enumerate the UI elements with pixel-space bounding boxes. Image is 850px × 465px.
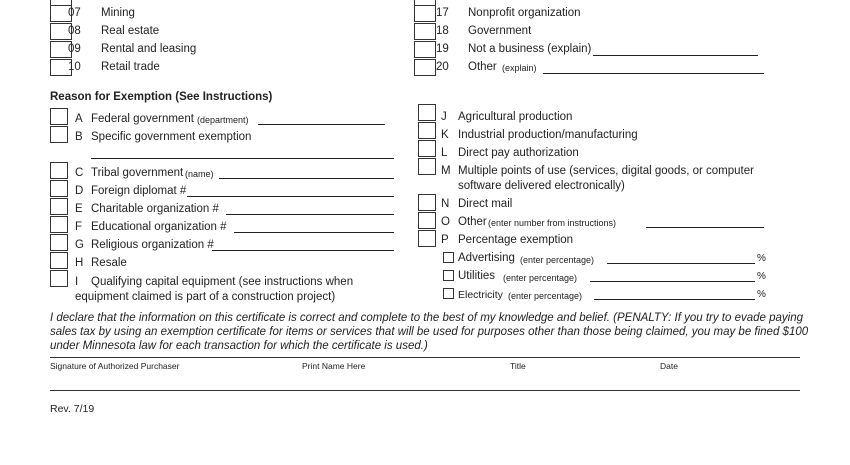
checkbox-reason-h[interactable] — [50, 252, 68, 269]
checkbox-reason-b[interactable] — [50, 126, 68, 143]
item-label-mining: Mining — [101, 7, 135, 19]
checkbox-reason-d[interactable] — [50, 180, 68, 197]
checkbox-18[interactable] — [414, 23, 436, 40]
item-number-07: 07 — [68, 7, 81, 19]
checkbox-advertising[interactable] — [443, 252, 454, 263]
item-number-09: 09 — [68, 43, 81, 55]
reason-label-industrial: Industrial production/manufacturing — [458, 129, 638, 141]
sub-note-electricity: (enter percentage) — [508, 291, 583, 301]
reason-label-diplomat: Foreign diplomat # — [91, 185, 187, 197]
reason-letter-h: H — [75, 257, 84, 269]
sub-label-advertising: Advertising — [458, 252, 515, 264]
title-label: Title — [510, 361, 526, 371]
reason-letter-o: O — [441, 216, 450, 228]
reason-letter-k: K — [441, 129, 449, 141]
reason-note-enter-number: (enter number from instructions) — [488, 218, 617, 228]
checkbox-reason-c[interactable] — [50, 162, 68, 179]
checkbox-19[interactable] — [414, 41, 436, 58]
item-note-other-explain: (explain) — [502, 63, 537, 73]
reason-label-agricultural: Agricultural production — [458, 111, 573, 123]
signature-field-line[interactable] — [50, 390, 800, 391]
sub-note-advertising: (enter percentage) — [520, 255, 595, 265]
utilities-percent-sign: % — [757, 271, 766, 282]
item-number-19: 19 — [436, 43, 449, 55]
item-number-20: 20 — [436, 61, 449, 73]
checkbox-reason-n[interactable] — [418, 194, 436, 211]
checkbox-reason-p[interactable] — [418, 230, 436, 247]
reason-note-name: (name) — [185, 169, 214, 179]
checkbox-reason-e[interactable] — [50, 198, 68, 215]
reason-label-resale: Resale — [91, 257, 127, 269]
checkbox-reason-i[interactable] — [50, 270, 68, 287]
item-label-real-estate: Real estate — [101, 25, 160, 37]
federal-department-line[interactable] — [258, 124, 385, 125]
reason-label-direct-pay: Direct pay authorization — [458, 147, 579, 159]
utilities-percentage-line[interactable] — [590, 281, 755, 282]
item-label-retail-trade: Retail trade — [101, 61, 160, 73]
tribal-name-line[interactable] — [219, 178, 394, 179]
reason-label-multiple-points: Multiple points of use (services, digital goods, or computer — [458, 165, 754, 177]
reason-label-religious: Religious organization # — [91, 239, 214, 251]
sub-note-utilities: (enter percentage) — [503, 273, 578, 283]
reason-note-department: (department) — [197, 115, 249, 125]
electricity-percent-sign: % — [757, 289, 766, 300]
reason-label-direct-mail: Direct mail — [458, 198, 513, 210]
reason-label-federal: Federal government — [91, 113, 194, 125]
reason-label-capital-equipment: Qualifying capital equipment (see instructions when — [91, 276, 354, 288]
checkbox-electricity[interactable] — [443, 288, 454, 299]
item-label-government: Government — [468, 25, 532, 37]
reason-letter-n: N — [441, 198, 450, 210]
checkbox-reason-o[interactable] — [418, 212, 436, 229]
item-number-08: 08 — [68, 25, 81, 37]
reason-letter-g: G — [75, 239, 84, 251]
reason-letter-l: L — [441, 147, 448, 159]
religious-number-line[interactable] — [212, 250, 394, 251]
reason-letter-p: P — [441, 234, 449, 246]
item-label-not-a-business: Not a business (explain) — [468, 43, 592, 55]
reason-label-percentage: Percentage exemption — [458, 234, 574, 246]
checkbox-reason-f[interactable] — [50, 216, 68, 233]
advertising-percentage-line[interactable] — [607, 263, 755, 264]
reason-label-other: Other — [458, 216, 487, 228]
reason-letter-f: F — [75, 221, 83, 233]
item-number-18: 18 — [436, 25, 449, 37]
reason-letter-e: E — [75, 203, 83, 215]
print-name-label: Print Name Here — [302, 361, 366, 371]
checkbox-reason-l[interactable] — [418, 140, 436, 157]
reason-label-multiple-points-cont: software delivered electronically) — [458, 180, 625, 192]
reason-letter-j: J — [441, 111, 447, 123]
reason-label-educational: Educational organization # — [91, 221, 227, 233]
specific-government-line[interactable] — [91, 158, 394, 159]
checkbox-20[interactable] — [414, 59, 436, 76]
diplomat-number-line[interactable] — [187, 196, 394, 197]
signature-divider — [50, 357, 800, 358]
educational-number-line[interactable] — [234, 232, 394, 233]
checkbox-reason-j[interactable] — [418, 104, 436, 121]
checkbox-17[interactable] — [414, 5, 436, 22]
reason-heading: Reason for Exemption (See Instructions) — [50, 91, 273, 103]
item-number-17: 17 — [436, 7, 449, 19]
checkbox-reason-g[interactable] — [50, 234, 68, 251]
reason-letter-c: C — [75, 167, 84, 179]
other-explain-line[interactable] — [543, 73, 764, 74]
date-label: Date — [660, 361, 678, 371]
checkbox-utilities[interactable] — [443, 270, 454, 281]
signature-label: Signature of Authorized Purchaser — [50, 361, 180, 371]
reason-label-tribal: Tribal government — [91, 167, 184, 179]
checkbox-reason-a[interactable] — [50, 108, 68, 125]
checkbox-reason-m[interactable] — [418, 158, 436, 175]
not-a-business-explain-line[interactable] — [593, 55, 758, 56]
revision-label: Rev. 7/19 — [50, 403, 95, 415]
charitable-number-line[interactable] — [226, 214, 394, 215]
reason-label-charitable: Charitable organization # — [91, 203, 219, 215]
item-label-other: Other — [468, 61, 497, 73]
reason-label-capital-equipment-cont: equipment claimed is part of a construction project) — [75, 291, 336, 303]
other-number-line[interactable] — [646, 227, 764, 228]
declaration-text: I declare that the information on this certificate is correct and complete to the best of my knowledge and belief. (PENALTY: If you try to evade paying sales tax by using an exemption certificate for items or services that will be used for purposes other than those being claimed, you may be fined $100 under Minnesota law for each transaction for which the certificate is used.) — [50, 312, 809, 352]
reason-letter-b: B — [75, 131, 83, 143]
reason-label-specific-gov: Specific government exemption — [91, 131, 252, 143]
electricity-percentage-line[interactable] — [594, 299, 755, 300]
reason-letter-d: D — [75, 185, 84, 197]
reason-letter-a: A — [75, 113, 83, 125]
advertising-percent-sign: % — [757, 253, 766, 264]
item-number-10: 10 — [68, 61, 81, 73]
sub-label-utilities: Utilities — [458, 270, 496, 282]
item-label-nonprofit: Nonprofit organization — [468, 7, 581, 19]
reason-letter-i: I — [75, 276, 79, 288]
item-label-rental-leasing: Rental and leasing — [101, 43, 197, 55]
sub-label-electricity: Electricity — [458, 289, 503, 301]
reason-letter-m: M — [441, 165, 451, 177]
checkbox-reason-k[interactable] — [418, 122, 436, 139]
